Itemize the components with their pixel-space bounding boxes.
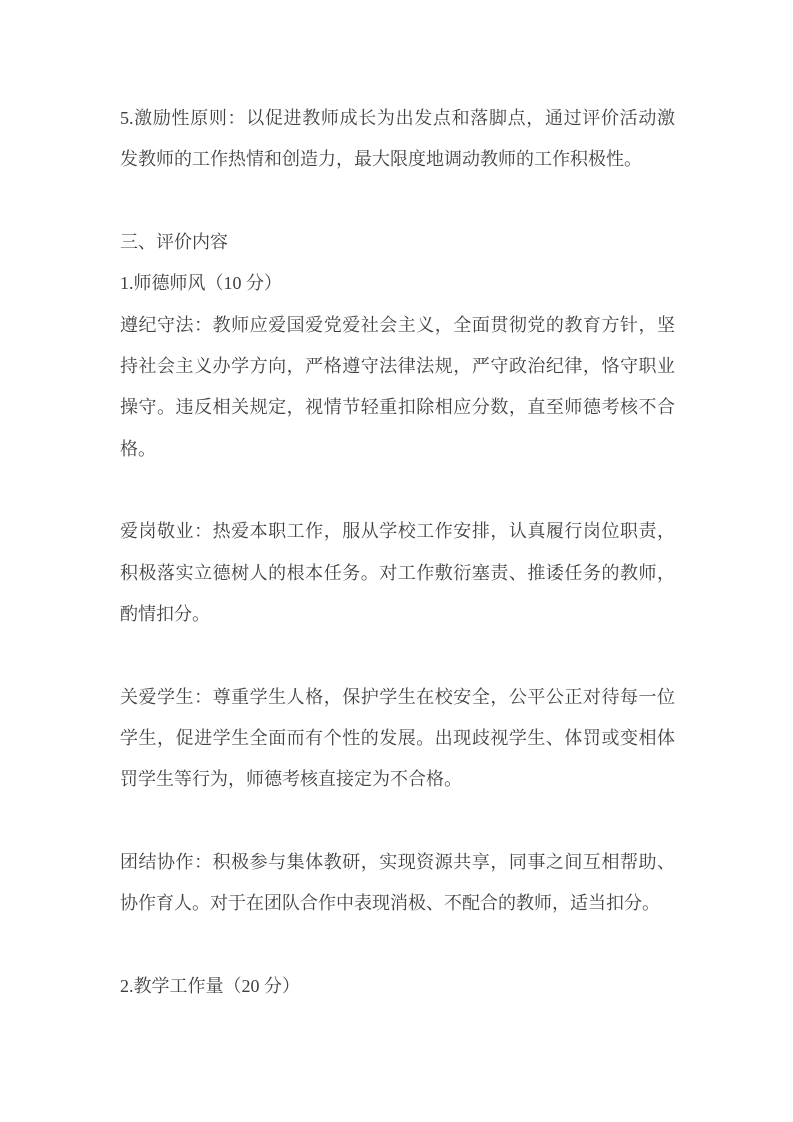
text-line: 发教师的工作热情和创造力，最大限度地调动教师的工作积极性。 <box>120 149 642 170</box>
blank-line <box>120 470 675 511</box>
text-line: 酌情扣分。 <box>120 603 210 624</box>
text-line: 罚学生等行为，师德考核直接定为不合格。 <box>120 769 462 790</box>
empty-paragraph <box>120 635 675 676</box>
heading-paragraph <box>120 222 675 263</box>
document-body <box>120 98 675 1007</box>
text-line: 爱岗敬业：热爱本职工作，服从学校工作安排，认真履行岗位职责， <box>120 521 675 542</box>
text-line: 三、评价内容 <box>120 231 228 252</box>
text-line: 持社会主义办学方向，严格遵守法律法规，严守政治纪律，恪守职业 <box>120 355 675 376</box>
paragraph <box>120 98 675 181</box>
text-line: 积极落实立德树人的根本任务。对工作敷衍塞责、推诿任务的教师， <box>120 562 675 583</box>
empty-paragraph <box>120 181 675 222</box>
text-line: 遵纪守法：教师应爱国爱党爱社会主义，全面贯彻党的教育方针，坚 <box>120 314 675 335</box>
heading-paragraph <box>120 966 675 1007</box>
text-line: 关爱学生：尊重学生人格，保护学生在校安全，公平公正对待每一位 <box>120 686 675 707</box>
blank-line <box>120 181 675 222</box>
text-line: 5.激励性原则：以促进教师成长为出发点和落脚点，通过评价活动激 <box>120 108 675 128</box>
text-line: 学生，促进学生全面而有个性的发展。出现歧视学生、体罚或变相体 <box>120 727 675 748</box>
paragraph <box>120 305 675 470</box>
text-line: 格。 <box>120 438 156 459</box>
empty-paragraph <box>120 801 675 842</box>
text-line: 操守。违反相关规定，视情节轻重扣除相应分数，直至师德考核不合 <box>120 397 675 418</box>
heading-paragraph <box>120 263 675 304</box>
text-line: 协作育人。对于在团队合作中表现消极、不配合的教师，适当扣分。 <box>120 893 660 914</box>
blank-line <box>120 925 675 966</box>
blank-line <box>120 801 675 842</box>
text-line: 2.教学工作量（20 分） <box>120 975 300 996</box>
empty-paragraph <box>120 925 675 966</box>
text-line: 团结协作：积极参与集体教研，实现资源共享，同事之间互相帮助、 <box>120 851 675 872</box>
paragraph <box>120 842 675 925</box>
empty-paragraph <box>120 470 675 511</box>
blank-line <box>120 635 675 676</box>
text-line: 1.师德师风（10 分） <box>120 273 282 294</box>
paragraph <box>120 511 675 635</box>
paragraph <box>120 677 675 801</box>
